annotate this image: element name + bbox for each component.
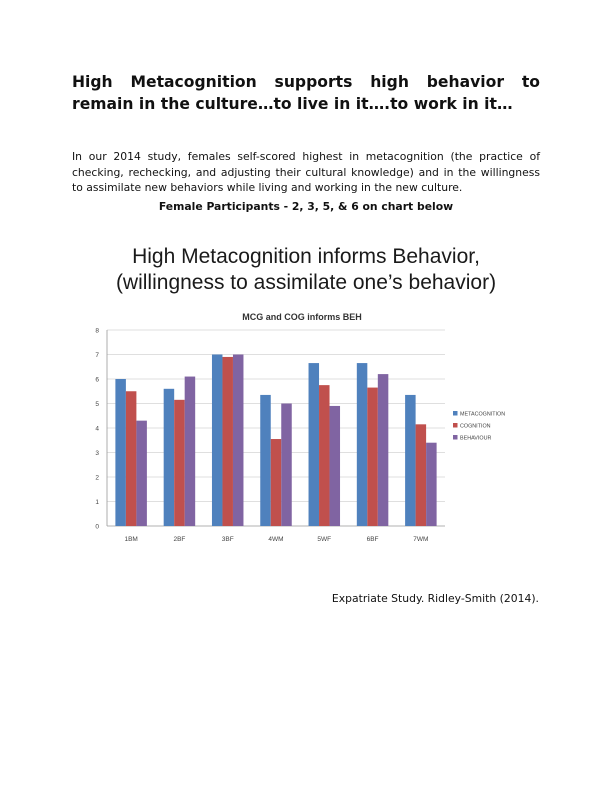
bar-behaviour-5wf xyxy=(330,406,341,526)
bar-chart xyxy=(92,302,520,556)
legend-label-cognition: COGNITION xyxy=(460,423,491,430)
slide-title-line-2: (willingness to assimilate one’s behavior) xyxy=(115,271,497,294)
bar-metacognition-1bm xyxy=(115,379,126,526)
bar-metacognition-7wm xyxy=(405,395,416,526)
page-heading: High Metacognition supports high behavior to remain in the culture…to live in it….to work in it… xyxy=(72,73,540,113)
bar-behaviour-4wm xyxy=(281,404,292,527)
legend-swatch-cognition xyxy=(453,423,458,428)
y-tick-label: 2 xyxy=(95,474,99,482)
bar-metacognition-3bf xyxy=(212,355,223,527)
bar-behaviour-1bm xyxy=(136,421,147,526)
bar-cognition-3bf xyxy=(222,357,233,526)
bar-cognition-4wm xyxy=(271,439,282,526)
bar-cognition-6bf xyxy=(367,388,378,526)
x-tick-label: 7WM xyxy=(413,536,429,543)
y-tick-label: 1 xyxy=(95,499,99,506)
x-tick-label: 5WF xyxy=(317,536,332,543)
female-participants-note: Female Participants - 2, 3, 5, & 6 on chart below xyxy=(158,200,454,213)
bar-metacognition-2bf xyxy=(164,389,175,526)
bar-cognition-2bf xyxy=(174,400,185,526)
bar-metacognition-6bf xyxy=(357,363,368,526)
x-tick-label: 4WM xyxy=(268,536,284,543)
bar-behaviour-2bf xyxy=(185,377,196,526)
slide-title xyxy=(72,244,540,296)
y-tick-label: 3 xyxy=(95,450,99,457)
chart-title: MCG and COG informs BEH xyxy=(242,312,362,322)
bar-behaviour-3bf xyxy=(233,355,244,527)
body-paragraph: In our 2014 study, females self-scored highest in metacognition (the practice of checking, rechecking, and adjusting their cultural knowledge) and in the willingness to assimilate new behaviors while living and working in the new culture. xyxy=(72,150,540,194)
legend-swatch-behaviour xyxy=(453,435,458,440)
legend-label-metacognition: METACOGNITION xyxy=(460,411,506,418)
y-tick-label: 8 xyxy=(95,327,99,335)
bar-cognition-1bm xyxy=(126,391,137,526)
y-tick-label: 5 xyxy=(95,401,99,408)
bar-cognition-7wm xyxy=(416,424,427,526)
bar-cognition-5wf xyxy=(319,385,330,526)
y-tick-label: 7 xyxy=(95,352,99,359)
x-tick-label: 2BF xyxy=(173,536,186,543)
x-tick-label: 6BF xyxy=(366,536,379,543)
y-tick-label: 6 xyxy=(95,376,99,384)
bar-metacognition-4wm xyxy=(260,395,271,526)
legend-swatch-metacognition xyxy=(453,411,458,416)
chart-svg xyxy=(92,302,520,556)
x-tick-label: 1BM xyxy=(124,536,138,543)
slide-title-line-1: High Metacognition informs Behavior, xyxy=(132,245,480,268)
x-tick-label: 3BF xyxy=(221,536,234,543)
y-tick-label: 4 xyxy=(95,425,99,433)
legend-label-behaviour: BEHAVIOUR xyxy=(460,435,492,442)
y-tick-label: 0 xyxy=(95,523,99,531)
bar-metacognition-5wf xyxy=(309,363,320,526)
bar-behaviour-6bf xyxy=(378,374,389,526)
citation: Expatriate Study. Ridley-Smith (2014). xyxy=(331,592,539,605)
bar-behaviour-7wm xyxy=(426,443,437,526)
